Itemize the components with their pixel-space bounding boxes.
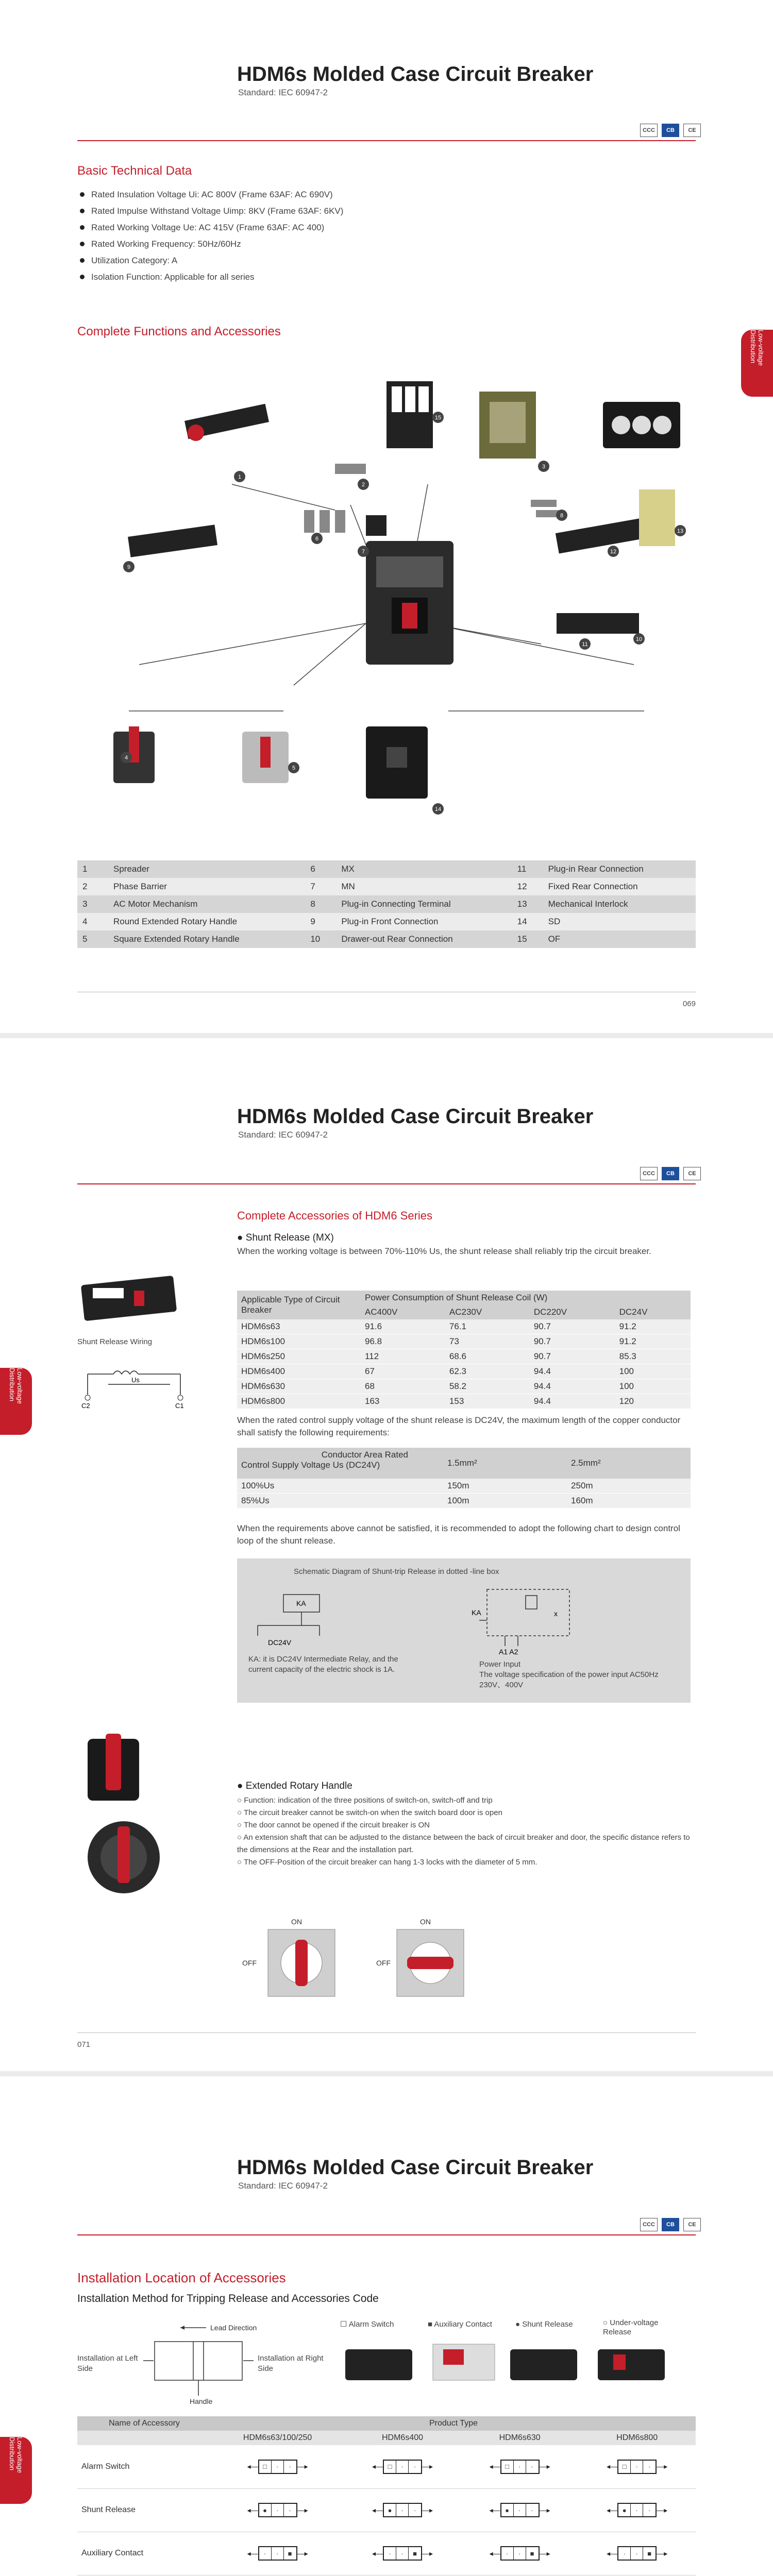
handle-label: Handle [190, 2397, 213, 2405]
svg-text:9: 9 [127, 564, 131, 570]
standard-label: Standard: IEC 60947-2 [238, 2181, 328, 2191]
svg-text:ON: ON [291, 1918, 302, 1926]
side-tab: Low-voltage Distribution [741, 330, 773, 397]
legend-auxiliary: ■ Auxiliary Contact [428, 2320, 492, 2329]
table-row: HDM6s800 163 153 94.4 120 [237, 1394, 691, 1409]
page-title: HDM6s Molded Case Circuit Breaker [237, 63, 594, 86]
code-symbol-icon: ◂— ● · · —▸ [490, 2503, 550, 2517]
code-symbol [211, 2488, 344, 2532]
catalog-page-073 [0, 2076, 773, 2576]
certification-marks [640, 1167, 701, 1180]
table-row: 100%Us 150m 250m [237, 1479, 691, 1494]
code-symbol-icon: ◂— · · ■ —▸ [372, 2546, 433, 2561]
ccc-mark-icon: CCC [640, 1167, 658, 1180]
table-row [77, 2445, 696, 2488]
certification-marks [640, 124, 701, 137]
subsection-heading: Installation Method for Tripping Release and Accessories Code [77, 2293, 379, 2304]
tech-data-list [80, 187, 343, 285]
code-symbol-icon: ◂— □ · · —▸ [372, 2460, 433, 2474]
svg-text:OFF: OFF [242, 1959, 257, 1967]
c2-label: C2 [81, 1402, 90, 1410]
code-symbol [578, 2532, 696, 2575]
code-symbol-icon: ◂— · · ■ —▸ [247, 2546, 308, 2561]
terminal-blocks-icon [386, 381, 433, 448]
code-symbol [344, 2532, 461, 2575]
tech-item: Utilization Category: A [80, 252, 343, 269]
code-symbol-icon: ◂— ● · · —▸ [607, 2503, 667, 2517]
legend-shunt: ● Shunt Release [515, 2320, 573, 2329]
svg-text:2: 2 [361, 482, 365, 488]
callout-label: 1 [238, 474, 242, 480]
us-label: Us [131, 1376, 140, 1384]
handle-list [237, 1794, 691, 1869]
conductor-table: Conductor Area Rated Control Supply Voltage Us (DC24V) 1.5mm² 2.5mm² 100%Us 150m 250m 85%Us 100m 160m [237, 1448, 691, 1509]
installation-code-table: Name of Accessory Product Type HDM6s63/100/250 HDM6s400 HDM6s630 HDM6s800 Alarm Switch ◂— □ · · —▸ ◂— □ · · —▸ ◂— □ · · —▸ ◂— □ · · —▸ Shunt Release ◂— ● · · —▸ ◂— ● · · —▸ ◂— ● · · —▸ ◂— ● · · —▸ Auxiliary Contact ◂— · · ■ —▸ ◂— · · ■ —▸ ◂— · · ■ —▸ ◂— · · ■ —▸ [77, 2416, 696, 2576]
svg-text:5: 5 [292, 765, 296, 771]
tech-item: Isolation Function: Applicable for all series [80, 269, 343, 285]
small-parts-icon [304, 464, 562, 536]
list-item: ○ The OFF-Position of the circuit breaker can hang 1-3 locks with the diameter of 5 mm. [237, 1858, 537, 1867]
shunt-release-image [77, 1265, 180, 1332]
ccc-mark-icon: CCC [640, 124, 658, 137]
tech-item: Rated Insulation Voltage Ui: AC 800V (Frame 63AF: AC 690V) [80, 187, 343, 203]
code-symbol [578, 2445, 696, 2488]
table-row: HDM6s250 112 68.6 90.7 85.3 [237, 1349, 691, 1364]
section-heading: Basic Technical Data [77, 164, 192, 178]
tech-item: Rated Working Voltage Ue: AC 415V (Frame 63AF: AC 400) [80, 219, 343, 236]
svg-text:12: 12 [610, 549, 617, 555]
svg-text:14: 14 [434, 806, 442, 812]
breaker-icon [366, 541, 453, 665]
left-side-label: Installation at Left Side [77, 2354, 138, 2373]
table-row [77, 2488, 696, 2532]
table-row: 85%Us 100m 160m [237, 1494, 691, 1509]
section-heading: Complete Accessories of HDM6 Series [237, 1209, 433, 1222]
svg-text:7: 7 [361, 549, 365, 555]
table-row: 2 Phase Barrier 7 MN 12 Fixed Rear Connection [77, 878, 696, 895]
svg-text:ON: ON [420, 1918, 431, 1926]
svg-text:8: 8 [560, 513, 564, 519]
power-title: Power Input [479, 1660, 521, 1669]
table-row: 3 AC Motor Mechanism 8 Plug-in Connecting Terminal 13 Mechanical Interlock [77, 895, 696, 913]
code-symbol [461, 2488, 579, 2532]
handle-heading: ● Extended Rotary Handle [237, 1781, 352, 1791]
list-item: ○ The door cannot be opened if the circuit breaker is ON [237, 1821, 430, 1829]
wiring-label: Shunt Release Wiring [77, 1337, 153, 1346]
table-row: HDM6s63 91.6 76.1 90.7 91.2 [237, 1319, 691, 1334]
svg-text:KA: KA [472, 1608, 481, 1617]
code-symbol-icon: ◂— □ · · —▸ [490, 2460, 550, 2474]
footer-divider [77, 2032, 696, 2033]
svg-text:4: 4 [124, 755, 128, 761]
adopt-description: When the requirements above cannot be satisfied, it is recommended to adopt the following chart to design control loop of the shunt release. [237, 1523, 680, 1546]
page-number: 069 [682, 999, 696, 1008]
page-number: 071 [77, 2040, 91, 2049]
handle-position-diagrams [201, 1914, 562, 2007]
table-header: Name of Accessory [77, 2416, 211, 2431]
list-item: ○ An extension shaft that can be adjusted to the distance between the back of circuit breaker and door, the specific distance refers to the dimensions at the Rear and the installation part. [237, 1833, 690, 1854]
page-title: HDM6s Molded Case Circuit Breaker [237, 1105, 594, 1128]
shunt-heading: ● Shunt Release (MX) [237, 1232, 334, 1243]
tech-item: Rated Working Frequency: 50Hz/60Hz [80, 236, 343, 252]
header-divider [77, 2234, 696, 2235]
code-symbol [344, 2445, 461, 2488]
ce-mark-icon: CE [683, 2218, 701, 2231]
code-symbol [461, 2445, 579, 2488]
svg-text:15: 15 [434, 415, 442, 421]
shunt-trip-schematic [237, 1558, 691, 1703]
svg-text:6: 6 [315, 536, 319, 542]
svg-text:KA: KA [296, 1599, 306, 1607]
code-symbol-icon: ◂— □ · · —▸ [247, 2460, 308, 2474]
table-row: HDM6s630 68 58.2 94.4 100 [237, 1379, 691, 1394]
table-row: HDM6s100 96.8 73 90.7 91.2 [237, 1334, 691, 1349]
code-symbol [461, 2532, 579, 2575]
svg-text:DC24V: DC24V [268, 1638, 292, 1647]
list-item: ○ The circuit breaker cannot be switch-on when the switch board door is open [237, 1808, 502, 1817]
ccc-mark-icon: CCC [640, 2218, 658, 2231]
list-item: ○ Function: indication of the three positions of switch-on, switch-off and trip [237, 1796, 493, 1805]
code-symbol-icon: ◂— ● · · —▸ [372, 2503, 433, 2517]
cb-mark-icon: CB [662, 124, 679, 137]
c1-label: C1 [175, 1402, 184, 1410]
catalog-page-071 [0, 1038, 773, 2071]
code-symbol-icon: ◂— · · ■ —▸ [607, 2546, 667, 2561]
code-symbol [211, 2445, 344, 2488]
svg-text:3: 3 [542, 464, 546, 470]
ce-mark-icon: CE [683, 124, 701, 137]
code-symbol-icon: ◂— · · ■ —▸ [490, 2546, 550, 2561]
table-row: HDM6s400 67 62.3 94.4 100 [237, 1364, 691, 1379]
ka-note: KA: it is DC24V Intermediate Relay, and the current capacity of the electric shock is 1A. [248, 1655, 398, 1674]
code-symbol-icon: ◂— ● · · —▸ [247, 2503, 308, 2517]
power-consumption-table: Applicable Type of Circuit Breaker Power Consumption of Shunt Release Coil (W) AC400V AC230V DC220V DC24V HDM6s63 91.6 76.1 90.7 91.2 HDM6s100 96.8 73 90.7 91.2 HDM6s250 112 68.6 90.7 85.3 HDM6s400 67 62.3 94.4 100 HDM6s630 68 58.2 94.4 100 HDM6s800 163 153 94.4 120 [237, 1291, 691, 1409]
svg-text:OFF: OFF [376, 1959, 391, 1967]
table-row [77, 2532, 696, 2575]
shunt-description: When the working voltage is between 70%-110% Us, the shunt release shall reliably trip the circuit breaker. [237, 1246, 651, 1256]
cb-mark-icon: CB [662, 1167, 679, 1180]
lead-direction-label: Lead Direction [210, 2324, 257, 2332]
tech-item: Rated Impulse Withstand Voltage Uimp: 8KV (Frame 63AF: 6KV) [80, 203, 343, 219]
header-divider [77, 1183, 696, 1184]
cb-mark-icon: CB [662, 2218, 679, 2231]
dc-description: When the rated control supply voltage of the shunt release is DC24V, the maximum length of the copper conductor shall satisfy the following requirements: [237, 1415, 681, 1437]
legend-undervoltage: ○ Under-voltage Release [603, 2318, 659, 2336]
accessory-name: Alarm Switch [77, 2445, 211, 2488]
table-row: 5 Square Extended Rotary Handle 10 Drawer-out Rear Connection 15 OF [77, 930, 696, 948]
ce-mark-icon: CE [683, 1167, 701, 1180]
power-note: The voltage specification of the power input AC50Hz 230V、400V [479, 1670, 659, 1689]
code-symbol [578, 2488, 696, 2532]
catalog-page-069 [0, 0, 773, 1033]
accessory-name: Shunt Release [77, 2488, 211, 2532]
rotary-handle-icon [113, 726, 428, 799]
certification-marks [640, 2218, 701, 2231]
svg-text:11: 11 [582, 641, 588, 648]
side-tab: Low-voltage Distribution [0, 1368, 32, 1435]
side-tab: Low-voltage Distribution [0, 2437, 32, 2504]
accessories-table [77, 860, 696, 948]
spreader-icon [184, 404, 269, 441]
standard-label: Standard: IEC 60947-2 [238, 88, 328, 97]
svg-text:10: 10 [635, 636, 643, 642]
accessory-images [345, 2344, 665, 2380]
code-symbol-icon: ◂— □ · · —▸ [607, 2460, 667, 2474]
svg-text:x: x [554, 1609, 558, 1618]
section-heading: Installation Location of Accessories [77, 2270, 286, 2285]
section-heading: Complete Functions and Accessories [77, 325, 281, 338]
accessories-exploded-diagram [77, 355, 696, 850]
header-divider [77, 140, 696, 141]
legend-alarm: ☐ Alarm Switch [340, 2320, 394, 2329]
svg-text:A1 A2: A1 A2 [499, 1648, 518, 1656]
table-header: Product Type [211, 2416, 696, 2431]
round-handle-image [77, 1811, 170, 1904]
code-symbol [344, 2488, 461, 2532]
schematic-title: Schematic Diagram of Shunt-trip Release in dotted -line box [294, 1567, 499, 1576]
right-side-label: Installation at Right Side [258, 2354, 324, 2373]
table-header: Power Consumption of Shunt Release Coil (W) [361, 1291, 691, 1305]
motor-mechanism-icon [479, 392, 536, 459]
table-row: 1 Spreader 6 MX 11 Plug-in Rear Connection [77, 860, 696, 878]
table-header: Applicable Type of Circuit Breaker [237, 1291, 361, 1319]
table-row: 4 Round Extended Rotary Handle 9 Plug-in Front Connection 14 SD [77, 913, 696, 930]
standard-label: Standard: IEC 60947-2 [238, 1130, 328, 1140]
page-title: HDM6s Molded Case Circuit Breaker [237, 2156, 594, 2179]
svg-text:13: 13 [677, 528, 684, 534]
shunt-wiring-diagram [77, 1353, 211, 1410]
code-symbol [211, 2532, 344, 2575]
phase-barrier-icon [603, 402, 680, 448]
accessory-name: Auxiliary Contact [77, 2532, 211, 2575]
